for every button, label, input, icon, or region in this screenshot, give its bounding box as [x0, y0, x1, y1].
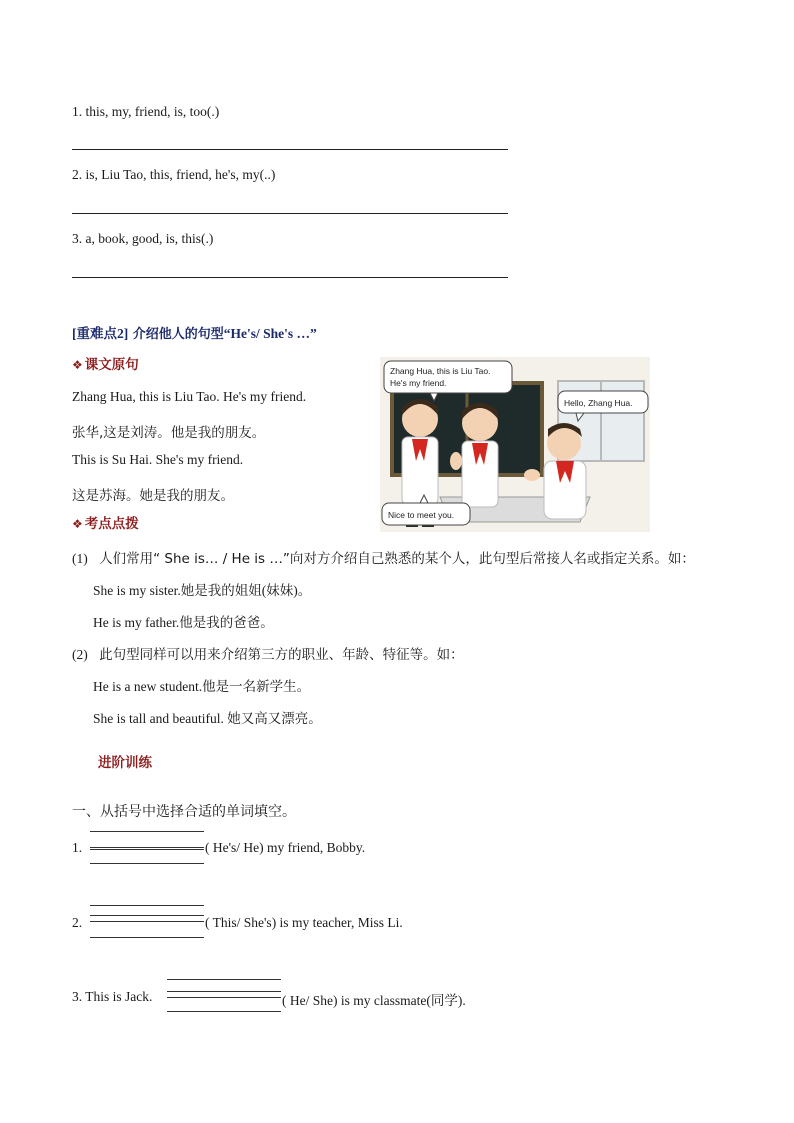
bubble1-line2: He's my friend.	[390, 378, 447, 388]
sentence-1: Zhang Hua, this is Liu Tao. He's my friend.	[72, 389, 307, 404]
question-3-prefix: 3. This is Jack.	[72, 989, 153, 1004]
points-heading	[72, 512, 139, 532]
bubble2-text: Hello, Zhang Hua.	[564, 398, 633, 408]
point-1-example-2: He is my father.他是我的爸爸。	[93, 615, 274, 630]
point-2-text: 此句型同样可以用来介绍第三方的职业、年龄、特征等。如：	[99, 647, 464, 663]
answer-line-3	[72, 277, 508, 278]
text-heading	[72, 353, 139, 373]
question-1-blank[interactable]	[90, 831, 204, 863]
classroom-illustration-svg	[380, 357, 650, 532]
answer-line-2	[72, 213, 508, 214]
question-3-text: ( He/ She) is my classmate(同学).	[282, 993, 466, 1008]
point-1-example-1: She is my sister.她是我的姐姐(妹妹)。	[93, 583, 312, 598]
point-2-example-1: He is a new student.他是一名新学生。	[93, 679, 311, 694]
reorder-question-1: 1. this, my, friend, is, too(.)	[72, 104, 220, 119]
section-title-en: “He's/ She's …”	[223, 326, 317, 341]
question-3-blank[interactable]	[167, 979, 281, 1011]
answer-line-1	[72, 149, 508, 150]
bubble3-text: Nice to meet you.	[388, 510, 455, 520]
sentence-2-translation: 这是苏海。她是我的朋友。	[72, 488, 234, 504]
point-2	[72, 643, 464, 663]
sentence-2: This is Su Hai. She's my friend.	[72, 452, 244, 467]
reorder-question-2: 2. is, Liu Tao, this, friend, he's, my(..)	[72, 167, 276, 182]
reorder-question-3: 3. a, book, good, is, this(.)	[72, 231, 214, 246]
point-1	[72, 547, 695, 567]
section-title-cn: 介绍他人的句型	[132, 327, 224, 342]
points-heading-label: 考点点拨	[84, 516, 139, 532]
point-2-example-2: She is tall and beautiful. 她又高又漂亮。	[93, 711, 322, 726]
question-2-text: ( This/ She's) is my teacher, Miss Li.	[205, 915, 403, 930]
classroom-illustration	[380, 357, 650, 532]
question-1-text: ( He's/ He) my friend, Bobby.	[205, 840, 366, 855]
section-title-tag: [重难点2]	[72, 326, 129, 341]
practice-heading: 进阶训练	[98, 755, 152, 771]
question-2-blank[interactable]	[90, 905, 204, 937]
question-2-number: 2.	[72, 915, 83, 930]
point-1-text: 人们常用“ She is… / He is …”向对方介绍自己熟悉的某个人，此句型后常接人名或指定关系。如：	[99, 551, 695, 567]
question-1-number: 1.	[72, 840, 83, 855]
sentence-1-translation: 张华,这是刘涛。他是我的朋友。	[72, 425, 266, 441]
point-1-number: (1)	[72, 551, 88, 566]
text-heading-label: 课文原句	[84, 357, 139, 373]
bubble1-line1: Zhang Hua, this is Liu Tao.	[390, 366, 491, 376]
part1-title: 一、从括号中选择合适的单词填空。	[72, 804, 296, 820]
diamond-icon: ❖	[72, 517, 83, 531]
point-2-number: (2)	[72, 647, 88, 662]
diamond-icon: ❖	[72, 358, 83, 372]
section-title	[72, 322, 317, 342]
